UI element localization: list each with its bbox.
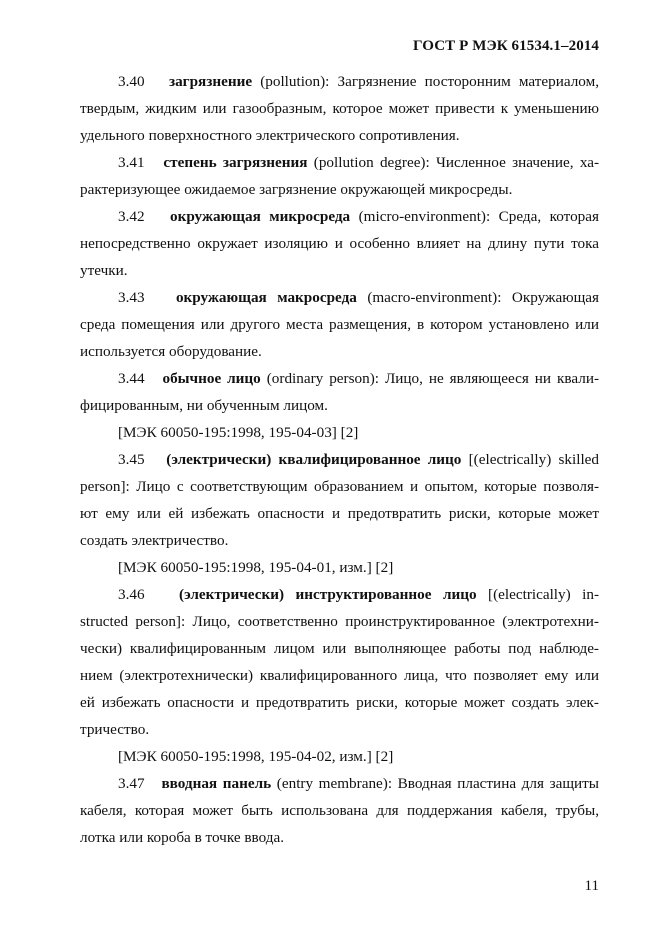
definition-3-42 <box>80 203 599 284</box>
entry-line: твердым, жидким или газообразным, которое может привести к уменьшению <box>80 100 599 117</box>
entry-line: удельного поверхностного электрического сопротивления. <box>80 127 460 144</box>
clause-number: 3.44 <box>118 370 145 387</box>
definition-text: [(electrically) skilled <box>461 451 599 468</box>
entry-line <box>80 203 599 230</box>
term: степень загрязнения <box>163 154 308 171</box>
clause-number: 3.42 <box>118 208 145 225</box>
entry-line: ют ему или ей избежать опасности и предотвратить риски, которые может <box>80 505 599 522</box>
definition-text: (pollution): Загрязнение посторонним материалом, <box>252 73 599 90</box>
entry-line: используется оборудование. <box>80 343 262 360</box>
definition-3-41 <box>80 149 599 203</box>
entry-line: утечки. <box>80 262 128 279</box>
entry-line <box>80 446 599 473</box>
entry-line: среда помещения или другого места размещения, в котором установлено или <box>80 316 599 333</box>
entry-line: ей избежать опасности и предотвратить риски, которые может создать элек- <box>80 694 599 711</box>
reference-3-45: [МЭК 60050-195:1998, 195-04-01, изм.] [2] <box>118 559 394 576</box>
term: окружающая макросреда <box>175 289 357 306</box>
definition-text: [(electrically) in- <box>476 586 600 603</box>
entry-line: рактеризующее ожидаемое загрязнение окружающей микросреды. <box>80 181 513 198</box>
definition-3-40 <box>80 68 599 149</box>
clause-number: 3.45 <box>118 451 145 468</box>
term: (электрически) квалифицированное лицо <box>166 451 462 468</box>
clause-number: 3.40 <box>118 73 145 90</box>
entry-line <box>80 68 599 95</box>
entry-line: непосредственно окружает изоляцию и особенно влияет на длину пути тока <box>80 235 599 252</box>
term: загрязнение <box>168 73 253 90</box>
entry-line <box>80 770 599 797</box>
document-body <box>80 68 599 851</box>
entry-line <box>80 581 599 608</box>
definition-text: (macro-environment): Окружающая <box>356 289 599 306</box>
entry-line <box>80 284 599 311</box>
clause-number: 3.47 <box>118 775 145 792</box>
entry-line: создать электричество. <box>80 532 229 549</box>
entry-line <box>80 365 599 392</box>
definition-3-47 <box>80 770 599 851</box>
entry-line: фицированным, ни обученным лицом. <box>80 397 328 414</box>
entry-line: тричество. <box>80 721 150 738</box>
document-header: ГОСТ Р МЭК 61534.1–2014 <box>412 38 599 54</box>
definition-text: (micro-environment): Среда, которая <box>350 208 599 225</box>
term: (электрически) инструктированное лицо <box>179 586 477 603</box>
definition-text: (ordinary person): Лицо, не являющееся ни квали- <box>260 370 600 387</box>
entry-line: нием (электротехнически) квалифицированного лица, что позволяет ему или <box>80 667 599 684</box>
term: обычное лицо <box>162 370 261 387</box>
entry-line: person]: Лицо с соответствующим образованием и опытом, которые позволя- <box>80 478 599 495</box>
clause-number: 3.46 <box>118 586 145 603</box>
definition-3-46 <box>80 581 599 743</box>
clause-number: 3.41 <box>118 154 145 171</box>
term: вводная панель <box>161 775 272 792</box>
definition-3-43 <box>80 284 599 365</box>
definition-text: (entry membrane): Вводная пластина для защиты <box>271 775 599 792</box>
term: окружающая микросреда <box>169 208 351 225</box>
entry-line <box>80 149 599 176</box>
definition-3-45 <box>80 446 599 554</box>
entry-line: чески) квалифицированным лицом или выполняющее работы под наблюде- <box>80 640 599 657</box>
entry-line: structed person]: Лицо, соответственно проинструктированное (электротехни- <box>80 613 599 630</box>
reference-3-46: [МЭК 60050-195:1998, 195-04-02, изм.] [2] <box>118 748 394 765</box>
reference-3-44: [МЭК 60050-195:1998, 195-04-03] [2] <box>118 424 359 441</box>
definition-3-44 <box>80 365 599 419</box>
entry-line: лотка или короба в точке ввода. <box>80 829 285 846</box>
definition-text: (pollution degree): Численное значение, ха- <box>307 154 600 171</box>
clause-number: 3.43 <box>118 289 145 306</box>
entry-line: кабеля, которая может быть использована для поддержания кабеля, трубы, <box>80 802 599 819</box>
page-number: 11 <box>584 878 599 894</box>
